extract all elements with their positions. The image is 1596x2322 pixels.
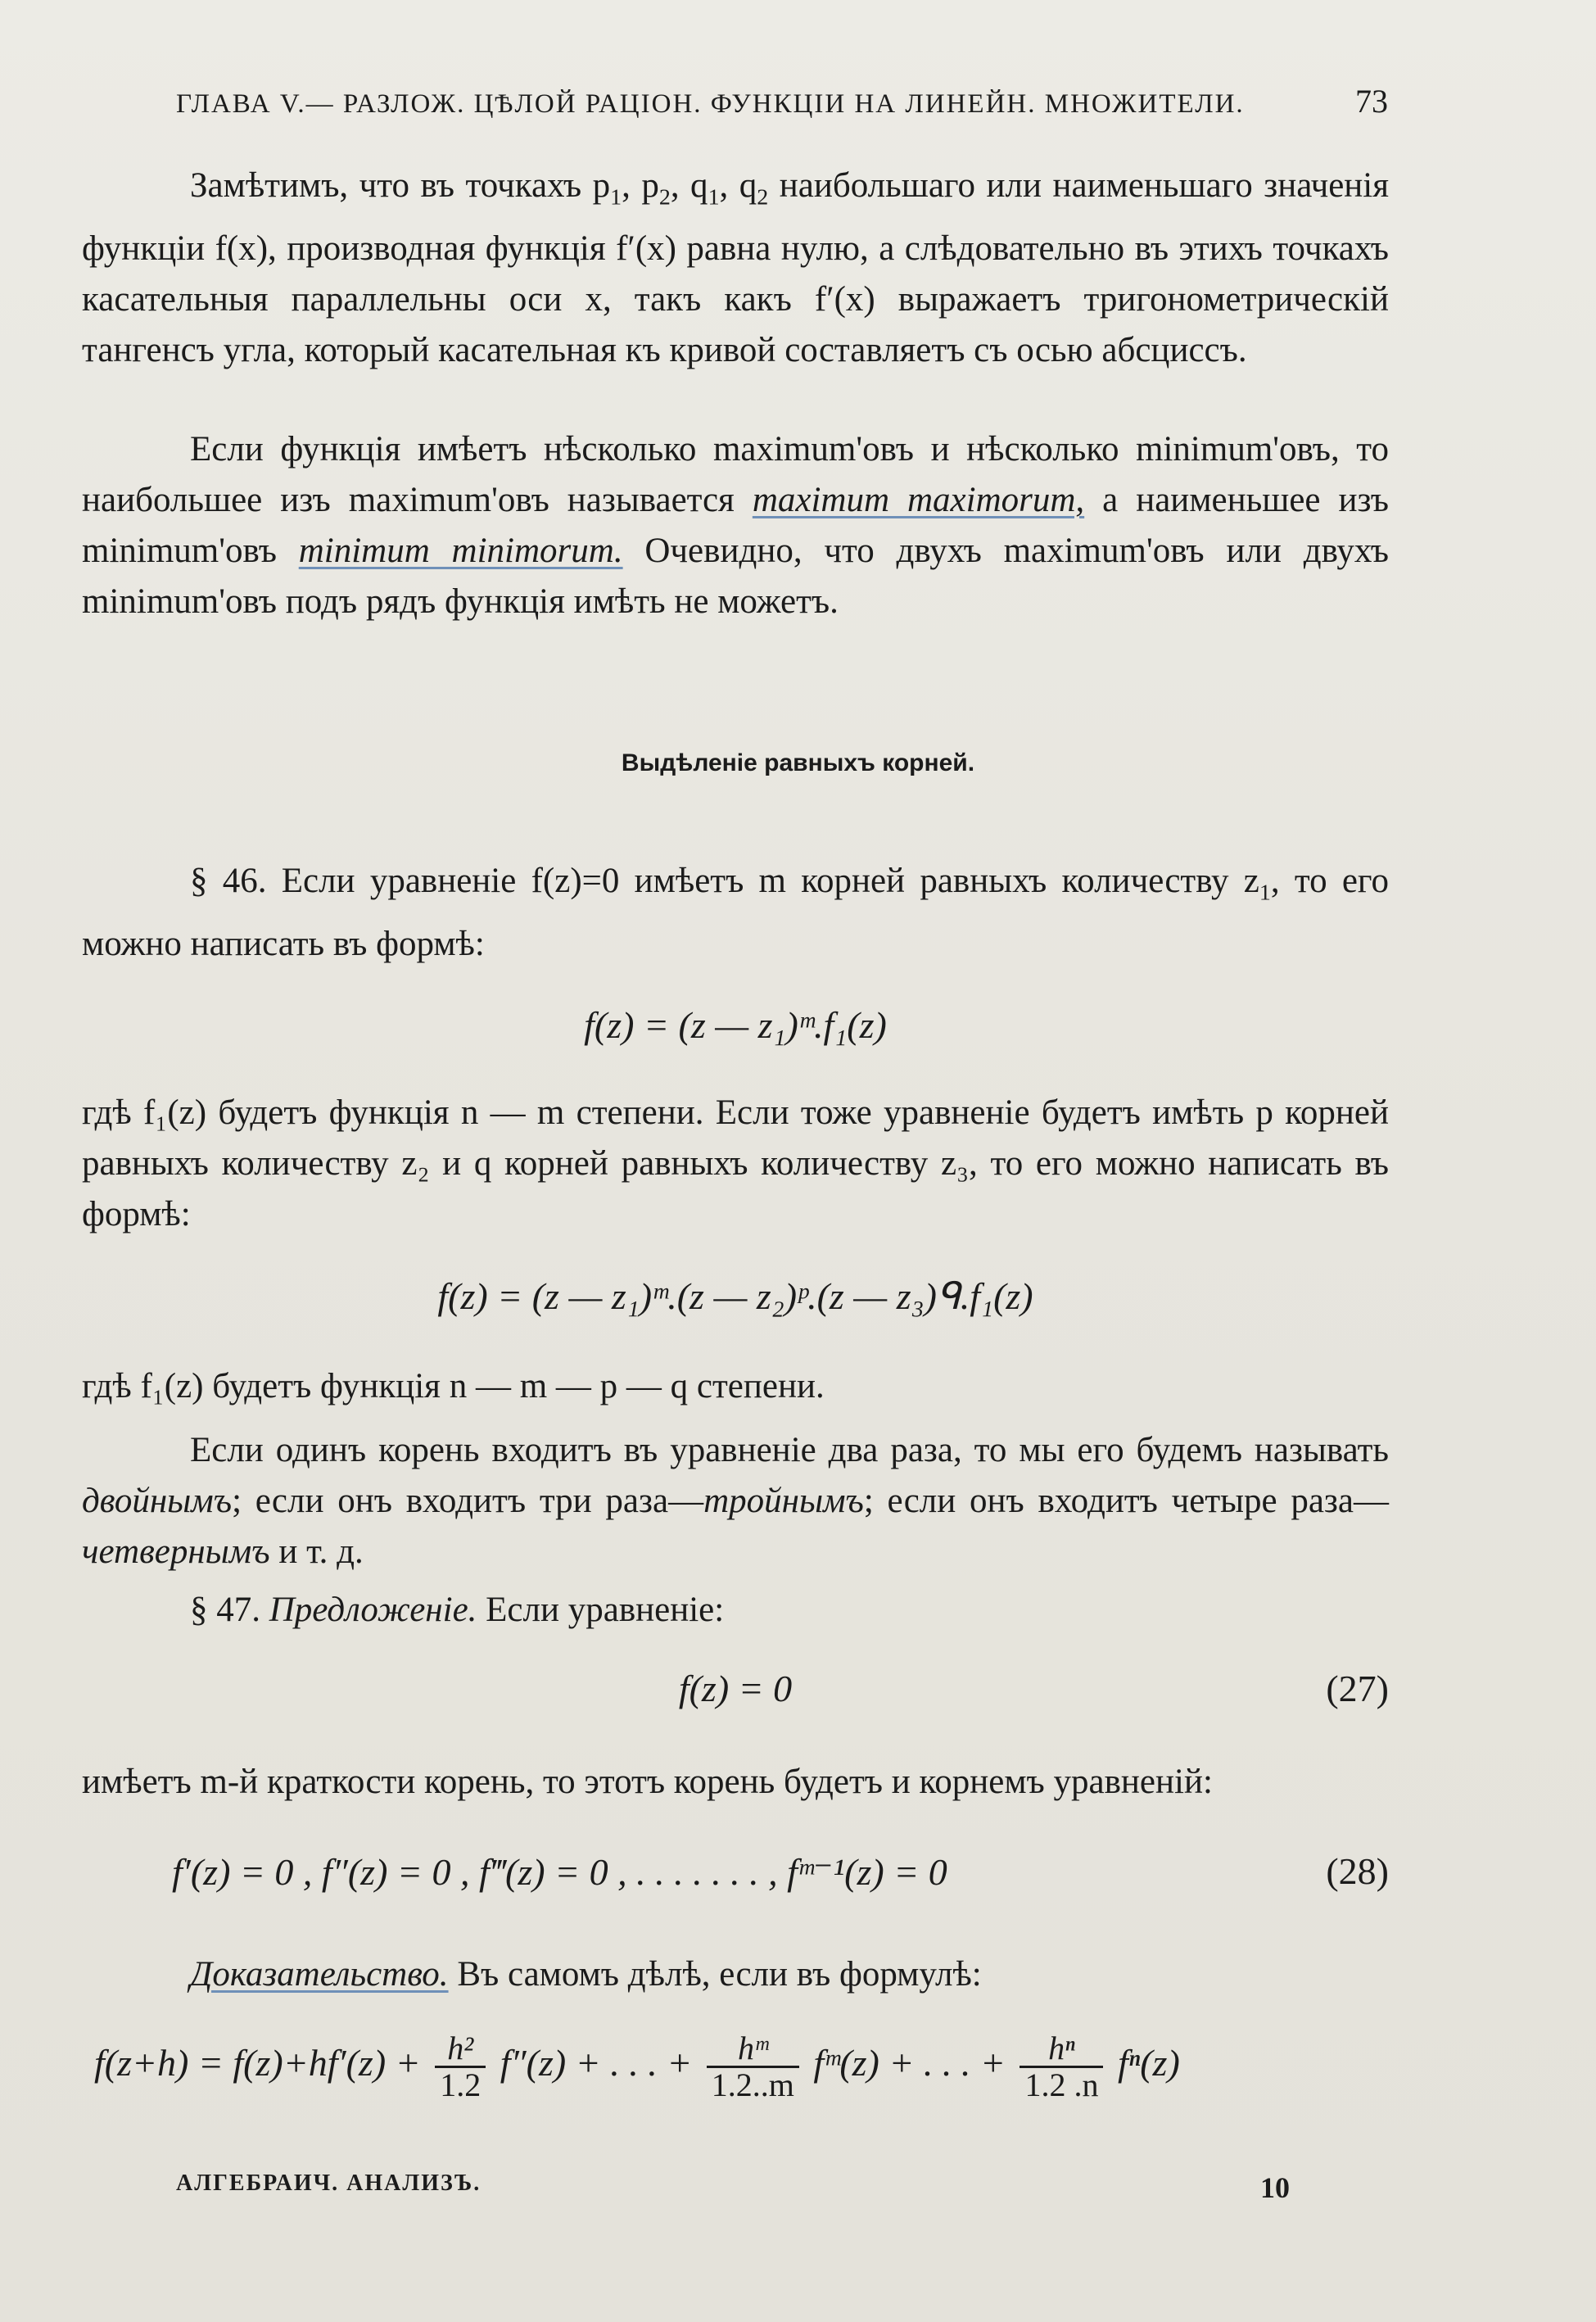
equation-27: f(z) = 0 (27): [678, 1668, 1389, 1709]
paragraph-multiplicity: имѣетъ m-й краткости корень, то этотъ корень будетъ и корнемъ уравненій:: [82, 1763, 1213, 1801]
signature-mark: 10: [1260, 2171, 1290, 2204]
paragraph-multiple-roots: Если одинъ корень входитъ въ уравненіе два раза, то мы его будемъ называть двойнымъ; если онъ входитъ три раза—тройнымъ; если онъ входитъ четыре раза—четвернымъ и т. д.: [82, 1431, 1390, 1571]
fraction-h2: $\frac{\text{h²}}{1.2}$: [435, 2031, 486, 2102]
term-maximum-maximorum: maximum maximorum,: [752, 481, 1085, 519]
paragraph-47: § 47. Предложеніе. Если уравненіе:: [190, 1591, 725, 1629]
equation-28: f′(z) = 0 , f″(z) = 0 , f‴(z) = 0 , . . . . . . . , fᵐ⁻¹(z) = 0 (28): [172, 1850, 1389, 1893]
paragraph-degree-2: гдѣ f₁(z) будетъ функція n — m — p — q степени.: [82, 1367, 825, 1405]
equation-taylor: f(z+h) = f(z)+hf′(z) + $\frac{\text{h²}}{1.2}$ f″(z) + . . . + $\frac{\text{hᵐ}}{1.2..m}$ fᵐ(z) + . . . + $\frac{\text{hⁿ}}{1.2 .n}$ fⁿ(z): [94, 2030, 1180, 2103]
page-header: [176, 82, 1388, 120]
fraction-hn: $\frac{\text{hⁿ}}{1.2 .n}$: [1020, 2031, 1103, 2102]
proof-label: Доказательство.: [190, 1955, 449, 1994]
footer-title: АЛГЕБРАИЧ. АНАЛИЗЪ.: [176, 2170, 482, 2196]
equation-2: f(z) = (z — z₁)ᵐ.(z — z₂)ᵖ.(z — z₃)ᑫ.f₁(z): [437, 1275, 1033, 1317]
equation-number-28: (28): [1326, 1850, 1389, 1892]
paragraph-46: § 46. Если уравненіе f(z)=0 имѣетъ m корней равныхъ количеству $z_1$, то его можно написать въ формѣ:: [82, 862, 1389, 963]
section-subheading: Выдѣленіе равныхъ корней.: [621, 749, 975, 776]
equation-1: f(z) = (z — z₁)ᵐ.f₁(z): [584, 1004, 887, 1046]
paragraph-maximum: Если функція имѣетъ нѣсколько maximum'овъ и нѣсколько minimum'овъ, то наибольшее изъ maximum'овъ называется maximum maximorum, а наименьшее изъ minimum'овъ minimum minimorum. Очевидно, что двухъ maximum'овъ или двухъ minimum'овъ подъ рядъ функція имѣть не можетъ.: [82, 430, 1390, 621]
paragraph-degree: гдѣ f₁(z) будетъ функція n — m степени. Если тоже уравненіе будетъ имѣть p корней равныхъ количеству z₂ и q корней равныхъ количеству z₃, то его можно написать въ формѣ:: [82, 1093, 1389, 1233]
page-footer: [176, 2170, 1290, 2205]
term-minimum-minimorum: minimum minimorum.: [298, 532, 623, 570]
fraction-hm: $\frac{\text{hᵐ}}{1.2..m}$: [707, 2031, 799, 2102]
paragraph-tangent: Замѣтимъ, что въ точкахъ $p_1$, $p_2$, $q_1$, $q_2$ наибольшаго или наименьшаго значенія функціи f(x), производная функція f′(x) равна нулю, а слѣдовательно въ этихъ точкахъ касательныя параллельны оси x, такъ какъ f′(x) выражаетъ тригонометрическій тангенсъ угла, который касательная къ кривой составляетъ съ осью абсциссъ.: [82, 166, 1390, 369]
equation-number-27: (27): [1326, 1668, 1389, 1709]
paragraph-proof: Доказательство. Въ самомъ дѣлѣ, если въ формулѣ:: [190, 1955, 982, 1994]
running-title: ГЛАВА V.— РАЗЛОЖ. ЦѢЛОЙ РАЦІОН. ФУНКЦІИ НА ЛИНЕЙН. МНОЖИТЕЛИ.: [176, 89, 1245, 119]
page-number: 73: [1355, 83, 1388, 120]
